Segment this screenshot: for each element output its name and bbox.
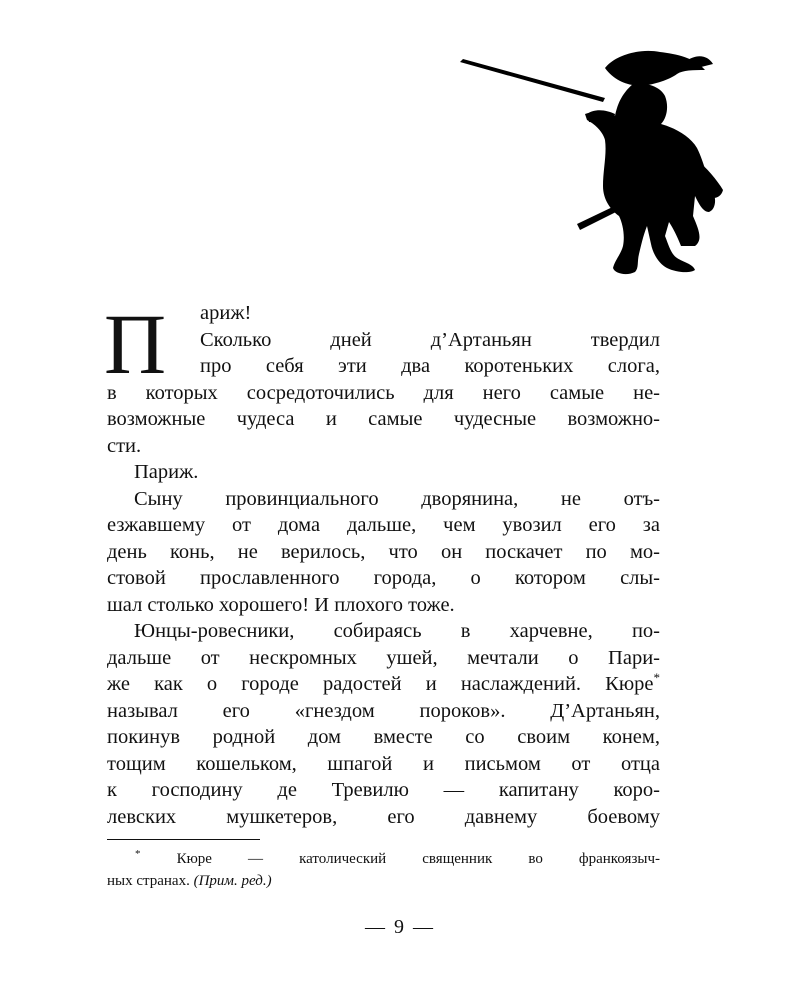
text-line: дальше от нескромных ушей, мечтали о Пари- bbox=[107, 646, 660, 669]
text-line: покинув родной дом вместе со своим конем, bbox=[107, 726, 660, 748]
text-line: день конь, не верилось, что он поскачет по мо- bbox=[107, 540, 660, 563]
editor-note: (Прим. ред.) bbox=[193, 873, 272, 889]
musketeer-silhouette-icon bbox=[455, 40, 760, 285]
text-line: Сколько дней д’Артаньян твердил bbox=[200, 328, 660, 351]
text-line: про себя эти два коротеньких слога, bbox=[200, 355, 660, 377]
text-line bbox=[107, 671, 660, 698]
footnote-divider bbox=[107, 839, 260, 840]
drop-cap: П bbox=[104, 296, 167, 392]
footnote-line bbox=[107, 870, 660, 892]
text-line: возможные чудеса и самые чудесные возможно- bbox=[107, 408, 660, 430]
text-line: левских мушкетеров, его давнему боевому bbox=[107, 805, 660, 828]
text-line: сти. bbox=[107, 434, 142, 457]
text-line-content: же как о городе радостей и наслаждений. Кюре bbox=[107, 673, 654, 695]
text-line: ариж! bbox=[200, 302, 252, 324]
footnote-text-cont: ных странах. bbox=[107, 873, 190, 889]
text-line: называл его «гнездом пороков». Д’Артаньян, bbox=[107, 699, 660, 722]
text-line: шал столько хорошего! И плохого тоже. bbox=[107, 593, 455, 616]
footnote-mark: * bbox=[135, 848, 141, 860]
footnote bbox=[107, 848, 660, 892]
text-line: Сыну провинциального дворянина, не отъ- bbox=[134, 487, 660, 510]
text-line: езжавшему от дома дальше, чем увозил его за bbox=[107, 514, 660, 536]
text-line: тощим кошельком, шпагой и письмом от отца bbox=[107, 752, 660, 775]
body-text bbox=[104, 296, 660, 830]
text-line: Юнцы-ровесники, собираясь в харчевне, по- bbox=[134, 620, 660, 642]
footnote-reference: * bbox=[653, 670, 660, 686]
text-line: в которых сосредоточились для него самые не- bbox=[107, 381, 660, 404]
text-line: Париж. bbox=[134, 461, 199, 483]
text-line: к господину де Тревилю — капитану коро- bbox=[107, 779, 660, 801]
footnote-line bbox=[107, 848, 660, 870]
page-number: — 9 — bbox=[365, 916, 435, 938]
text-line: стовой прославленного города, о котором слы- bbox=[107, 567, 660, 589]
footnote-text: Кюре — католический священник во франкоязыч- bbox=[176, 851, 660, 867]
